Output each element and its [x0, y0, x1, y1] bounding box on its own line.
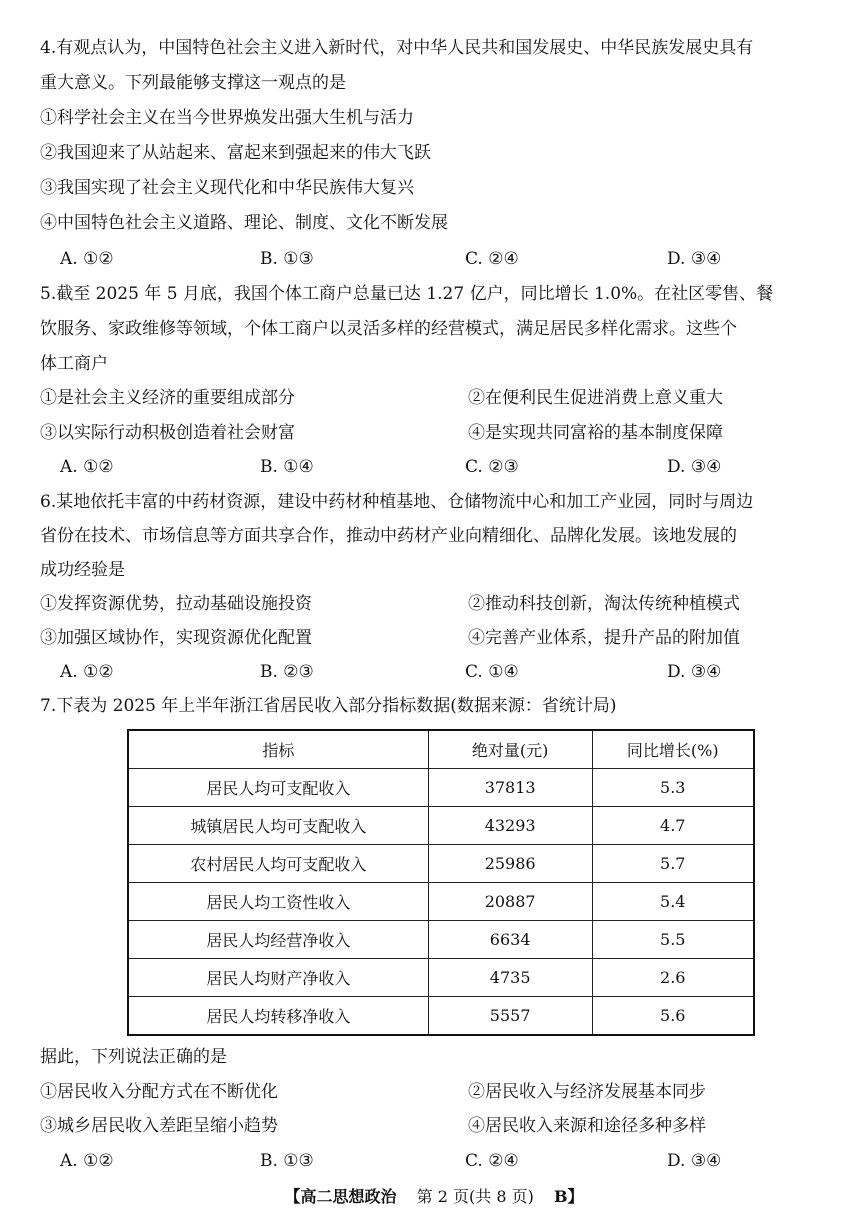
table-row — [128, 959, 754, 997]
table-cell: 农村居民人均可支配收入 — [128, 845, 428, 883]
q7-choice-b: B. ①③ — [260, 1151, 314, 1171]
q5-option-2: ②在便利民生促进消费上意义重大 — [468, 388, 723, 408]
table-header-indicator: 指标 — [128, 730, 428, 769]
table-cell: 5.3 — [592, 769, 754, 807]
q7-choice-c: C. ②④ — [465, 1151, 519, 1171]
footer-subject: 【高二思想政治 — [284, 1187, 397, 1206]
q4-stem-line2: 重大意义。下列最能够支撑这一观点的是 — [40, 73, 346, 93]
q6-option-1: ①发挥资源优势，拉动基础设施投资 — [40, 594, 312, 614]
table-cell: 4.7 — [592, 807, 754, 845]
q5-option-4: ④是实现共同富裕的基本制度保障 — [468, 423, 723, 443]
q7-stem-line1: 7.下表为 2025 年上半年浙江省居民收入部分指标数据(数据来源：省统计局) — [40, 696, 617, 716]
table-cell: 20887 — [428, 883, 592, 921]
q7-option-2: ②居民收入与经济发展基本同步 — [468, 1082, 706, 1102]
q6-option-2: ②推动科技创新，淘汰传统种植模式 — [468, 594, 740, 614]
q4-option-2: ②我国迎来了从站起来、富起来到强起来的伟大飞跃 — [40, 143, 431, 163]
table-header-growth: 同比增长(%) — [592, 730, 754, 769]
page-footer — [0, 1184, 868, 1207]
table-header-amount: 绝对量(元) — [428, 730, 592, 769]
q4-option-3: ③我国实现了社会主义现代化和中华民族伟大复兴 — [40, 178, 414, 198]
table-header-row — [128, 730, 754, 769]
table-cell: 5.4 — [592, 883, 754, 921]
q4-choice-d: D. ③④ — [667, 249, 722, 269]
table-cell: 城镇居民人均可支配收入 — [128, 807, 428, 845]
table-cell: 5.6 — [592, 997, 754, 1036]
q5-choice-c: C. ②③ — [465, 457, 519, 477]
footer-page-number: 第 2 页(共 8 页) — [416, 1187, 534, 1206]
q7-after-table: 据此，下列说法正确的是 — [40, 1047, 227, 1067]
table-cell: 25986 — [428, 845, 592, 883]
q6-stem-line3: 成功经验是 — [40, 560, 125, 580]
q4-choice-c: C. ②④ — [465, 249, 519, 269]
q7-option-3: ③城乡居民收入差距呈缩小趋势 — [40, 1116, 278, 1136]
q5-stem-line2: 饮服务、家政维修等领域，个体工商户以灵活多样的经营模式，满足居民多样化需求。这些个 — [40, 319, 737, 339]
table-row — [128, 921, 754, 959]
table-row — [128, 997, 754, 1036]
table-cell: 5.7 — [592, 845, 754, 883]
q4-stem-line1: 4.有观点认为，中国特色社会主义进入新时代，对中华人民共和国发展史、中华民族发展史具有 — [40, 38, 754, 58]
q7-choice-a: A. ①② — [60, 1151, 114, 1171]
q6-choice-b: B. ②③ — [260, 662, 314, 682]
table-cell: 2.6 — [592, 959, 754, 997]
q6-option-4: ④完善产业体系，提升产品的附加值 — [468, 628, 740, 648]
table-cell: 居民人均可支配收入 — [128, 769, 428, 807]
q6-stem-line2: 省份在技术、市场信息等方面共享合作，推动中药材产业向精细化、品牌化发展。该地发展的 — [40, 526, 737, 546]
q6-choice-d: D. ③④ — [667, 662, 722, 682]
table-cell: 5557 — [428, 997, 592, 1036]
footer-version: B】 — [554, 1187, 584, 1206]
table-cell: 居民人均工资性收入 — [128, 883, 428, 921]
table-row — [128, 883, 754, 921]
q7-option-1: ①居民收入分配方式在不断优化 — [40, 1082, 278, 1102]
table-cell: 6634 — [428, 921, 592, 959]
table-cell: 居民人均经营净收入 — [128, 921, 428, 959]
q6-option-3: ③加强区域协作，实现资源优化配置 — [40, 628, 312, 648]
q7-option-4: ④居民收入来源和途径多种多样 — [468, 1116, 706, 1136]
q6-stem-line1: 6.某地依托丰富的中药材资源，建设中药材种植基地、仓储物流中心和加工产业园，同时与周边 — [40, 492, 754, 512]
table-row — [128, 769, 754, 807]
table-cell: 居民人均财产净收入 — [128, 959, 428, 997]
table-cell: 37813 — [428, 769, 592, 807]
q5-choice-d: D. ③④ — [667, 457, 722, 477]
q4-option-4: ④中国特色社会主义道路、理论、制度、文化不断发展 — [40, 213, 448, 233]
q6-choice-a: A. ①② — [60, 662, 114, 682]
q5-stem-line3: 体工商户 — [40, 354, 108, 374]
table-row — [128, 845, 754, 883]
q4-option-1: ①科学社会主义在当今世界焕发出强大生机与活力 — [40, 108, 414, 128]
income-table — [127, 729, 755, 1036]
q5-choice-b: B. ①④ — [260, 457, 314, 477]
q4-choice-a: A. ①② — [60, 249, 114, 269]
q7-choice-d: D. ③④ — [667, 1151, 722, 1171]
table-cell: 居民人均转移净收入 — [128, 997, 428, 1036]
q5-option-1: ①是社会主义经济的重要组成部分 — [40, 388, 295, 408]
table-cell: 5.5 — [592, 921, 754, 959]
q6-choice-c: C. ①④ — [465, 662, 519, 682]
table-row — [128, 807, 754, 845]
table-cell: 4735 — [428, 959, 592, 997]
q4-choice-b: B. ①③ — [260, 249, 314, 269]
q5-choice-a: A. ①② — [60, 457, 114, 477]
q5-option-3: ③以实际行动积极创造着社会财富 — [40, 423, 295, 443]
table-cell: 43293 — [428, 807, 592, 845]
q5-stem-line1: 5.截至 2025 年 5 月底，我国个体工商户总量已达 1.27 亿户，同比增长 1.0%。在社区零售、餐 — [40, 284, 774, 304]
